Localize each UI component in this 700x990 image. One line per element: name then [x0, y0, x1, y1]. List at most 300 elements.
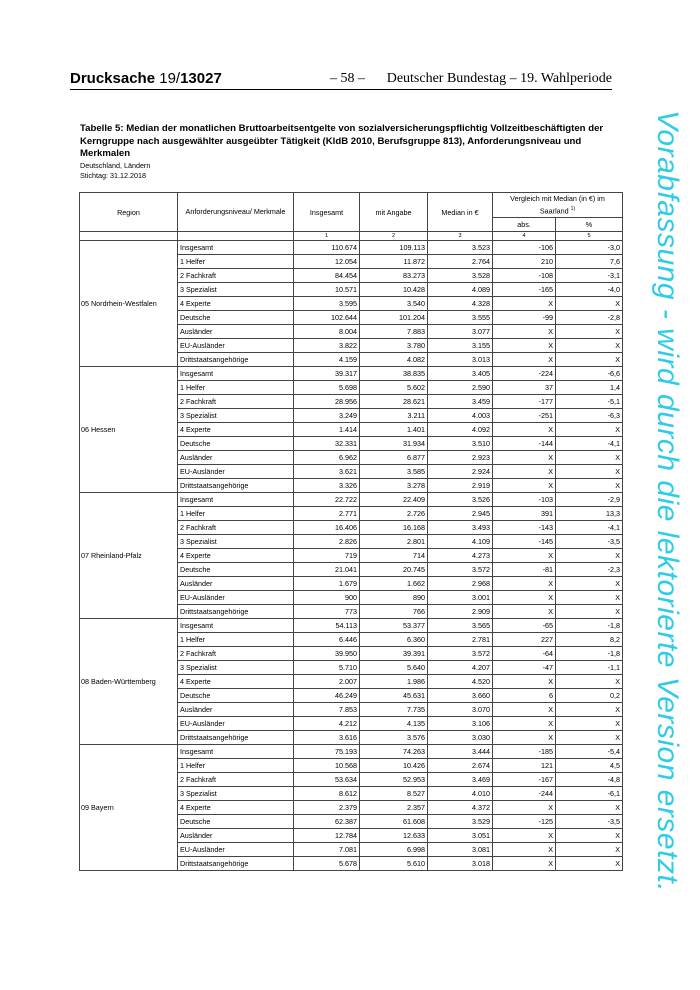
value-cell: -3,5 — [556, 815, 623, 829]
table-row — [80, 241, 623, 255]
value-cell: 6 — [493, 689, 556, 703]
value-cell: 2.826 — [294, 535, 360, 549]
value-cell: X — [556, 465, 623, 479]
category-label: 3 Spezialist — [178, 409, 294, 423]
category-label: 4 Experte — [178, 549, 294, 563]
value-cell: -3,0 — [556, 241, 623, 255]
category-label: 4 Experte — [178, 423, 294, 437]
value-cell: X — [556, 857, 623, 871]
value-cell: 102.644 — [294, 311, 360, 325]
value-cell: 0,2 — [556, 689, 623, 703]
category-label: 2 Fachkraft — [178, 395, 294, 409]
value-cell: X — [493, 353, 556, 367]
value-cell: 5.710 — [294, 661, 360, 675]
value-cell: 2.968 — [428, 577, 493, 591]
column-number: 3 — [428, 232, 493, 241]
category-label: Drittstaatsangehörige — [178, 857, 294, 871]
category-label: 3 Spezialist — [178, 283, 294, 297]
value-cell: 2.674 — [428, 759, 493, 773]
value-cell: 6.962 — [294, 451, 360, 465]
value-cell: 3.249 — [294, 409, 360, 423]
value-cell: 6.446 — [294, 633, 360, 647]
category-label: 1 Helfer — [178, 381, 294, 395]
value-cell: 3.459 — [428, 395, 493, 409]
value-cell: X — [556, 591, 623, 605]
value-cell: 6.360 — [360, 633, 428, 647]
value-cell: -1,1 — [556, 661, 623, 675]
value-cell: -2,9 — [556, 493, 623, 507]
value-cell: 46.249 — [294, 689, 360, 703]
value-cell: 8.612 — [294, 787, 360, 801]
value-cell: X — [493, 549, 556, 563]
value-cell: 7.853 — [294, 703, 360, 717]
drucksache-header — [70, 70, 222, 87]
value-cell: X — [556, 675, 623, 689]
value-cell: -5,1 — [556, 395, 623, 409]
value-cell: -251 — [493, 409, 556, 423]
value-cell: 3.051 — [428, 829, 493, 843]
value-cell: 890 — [360, 591, 428, 605]
subtitle-date: Stichtag: 31.12.2018 — [80, 171, 146, 180]
value-cell: -6,3 — [556, 409, 623, 423]
value-cell: X — [493, 843, 556, 857]
category-label: 2 Fachkraft — [178, 773, 294, 787]
category-label: Deutsche — [178, 437, 294, 451]
value-cell: 3.077 — [428, 325, 493, 339]
value-cell: 38.835 — [360, 367, 428, 381]
value-cell: 2.923 — [428, 451, 493, 465]
watermark-text: Vorabfassung - wird durch die lektorierte Version ersetzt. — [651, 110, 684, 893]
value-cell: X — [493, 801, 556, 815]
category-label: 2 Fachkraft — [178, 521, 294, 535]
value-cell: 3.555 — [428, 311, 493, 325]
value-cell: -144 — [493, 437, 556, 451]
colnum-empty — [178, 232, 294, 241]
value-cell: 4.109 — [428, 535, 493, 549]
value-cell: -145 — [493, 535, 556, 549]
value-cell: -108 — [493, 269, 556, 283]
category-label: Drittstaatsangehörige — [178, 353, 294, 367]
value-cell: 28.956 — [294, 395, 360, 409]
value-cell: X — [556, 829, 623, 843]
table-row — [80, 619, 623, 633]
value-cell: X — [556, 423, 623, 437]
header-abs: abs. — [493, 218, 556, 232]
value-cell: 900 — [294, 591, 360, 605]
value-cell: 210 — [493, 255, 556, 269]
region-name: 09 Bayern — [80, 745, 178, 871]
value-cell: -143 — [493, 521, 556, 535]
value-cell: 3.211 — [360, 409, 428, 423]
category-label: Deutsche — [178, 689, 294, 703]
value-cell: -3,1 — [556, 269, 623, 283]
value-cell: 3.155 — [428, 339, 493, 353]
value-cell: 3.469 — [428, 773, 493, 787]
category-label: Insgesamt — [178, 367, 294, 381]
category-label: Ausländer — [178, 703, 294, 717]
value-cell: 3.540 — [360, 297, 428, 311]
value-cell: 3.493 — [428, 521, 493, 535]
value-cell: 2.919 — [428, 479, 493, 493]
value-cell: 110.674 — [294, 241, 360, 255]
value-cell: X — [493, 857, 556, 871]
value-cell: X — [493, 577, 556, 591]
value-cell: 3.595 — [294, 297, 360, 311]
value-cell: 714 — [360, 549, 428, 563]
value-cell: 3.660 — [428, 689, 493, 703]
footnote-marker: 1) — [570, 205, 576, 212]
value-cell: 3.529 — [428, 815, 493, 829]
draft-watermark — [620, 110, 700, 893]
value-cell: 3.616 — [294, 731, 360, 745]
value-cell: 2.945 — [428, 507, 493, 521]
value-cell: -177 — [493, 395, 556, 409]
subtitle-scope: Deutschland, Ländern — [80, 161, 151, 170]
table-row — [80, 745, 623, 759]
value-cell: X — [493, 451, 556, 465]
value-cell: -1,8 — [556, 647, 623, 661]
value-cell: 2.781 — [428, 633, 493, 647]
category-label: EU-Ausländer — [178, 591, 294, 605]
value-cell: -4,1 — [556, 521, 623, 535]
value-cell: 3.326 — [294, 479, 360, 493]
category-label: Deutsche — [178, 563, 294, 577]
category-label: Insgesamt — [178, 619, 294, 633]
value-cell: 391 — [493, 507, 556, 521]
value-cell: 3.444 — [428, 745, 493, 759]
value-cell: X — [493, 423, 556, 437]
category-label: 3 Spezialist — [178, 535, 294, 549]
category-label: Insgesamt — [178, 241, 294, 255]
header-rule — [70, 89, 612, 90]
value-cell: 4.212 — [294, 717, 360, 731]
value-cell: 5.698 — [294, 381, 360, 395]
category-label: Ausländer — [178, 829, 294, 843]
header-region: Region — [80, 193, 178, 232]
category-label: Insgesamt — [178, 493, 294, 507]
column-number-row — [80, 232, 623, 241]
value-cell: 62.387 — [294, 815, 360, 829]
value-cell: X — [556, 605, 623, 619]
value-cell: 2.909 — [428, 605, 493, 619]
value-cell: -106 — [493, 241, 556, 255]
value-cell: 3.526 — [428, 493, 493, 507]
value-cell: X — [556, 703, 623, 717]
value-cell: 121 — [493, 759, 556, 773]
value-cell: 3.278 — [360, 479, 428, 493]
value-cell: 12.633 — [360, 829, 428, 843]
column-number: 2 — [360, 232, 428, 241]
value-cell: 109.113 — [360, 241, 428, 255]
region-name: 06 Hessen — [80, 367, 178, 493]
table-title: Tabelle 5: Median der monatlichen Bruttoarbeitsentgelte von sozialversicherungspflichtig Vollzeitbeschäftigten der Kerngruppe nach ausgewählter ausgeübter Tätigkeit (KldB 2010, Berufsgruppe 813), Anforderungsniveau und Merkmalen — [80, 123, 604, 159]
value-cell: 22.722 — [294, 493, 360, 507]
category-label: 1 Helfer — [178, 255, 294, 269]
value-cell: 6.998 — [360, 843, 428, 857]
category-label: 2 Fachkraft — [178, 647, 294, 661]
value-cell: 3.405 — [428, 367, 493, 381]
value-cell: 31.934 — [360, 437, 428, 451]
value-cell: 3.070 — [428, 703, 493, 717]
value-cell: 8.527 — [360, 787, 428, 801]
value-cell: 13,3 — [556, 507, 623, 521]
value-cell: X — [556, 843, 623, 857]
value-cell: -103 — [493, 493, 556, 507]
value-cell: 5.640 — [360, 661, 428, 675]
value-cell: 773 — [294, 605, 360, 619]
value-cell: 3.081 — [428, 843, 493, 857]
value-cell: 3.030 — [428, 731, 493, 745]
category-label: Drittstaatsangehörige — [178, 731, 294, 745]
table-body — [80, 241, 623, 871]
region-name: 08 Baden-Württemberg — [80, 619, 178, 745]
value-cell: 21.041 — [294, 563, 360, 577]
category-label: Deutsche — [178, 311, 294, 325]
value-cell: 4.082 — [360, 353, 428, 367]
value-cell: 3.572 — [428, 647, 493, 661]
category-label: Insgesamt — [178, 745, 294, 759]
category-label: Drittstaatsangehörige — [178, 605, 294, 619]
value-cell: 2.764 — [428, 255, 493, 269]
value-cell: X — [493, 297, 556, 311]
value-cell: X — [493, 675, 556, 689]
value-cell: -99 — [493, 311, 556, 325]
header-vergleich-text: Vergleich mit Median (in €) im Saarland — [510, 193, 605, 216]
value-cell: -4,1 — [556, 437, 623, 451]
value-cell: X — [556, 325, 623, 339]
value-cell: -167 — [493, 773, 556, 787]
value-cell: X — [556, 339, 623, 353]
data-table — [79, 192, 623, 871]
category-label: 1 Helfer — [178, 633, 294, 647]
column-number: 1 — [294, 232, 360, 241]
value-cell: 1.679 — [294, 577, 360, 591]
value-cell: X — [556, 479, 623, 493]
value-cell: 22.409 — [360, 493, 428, 507]
value-cell: 11.872 — [360, 255, 428, 269]
value-cell: 39.391 — [360, 647, 428, 661]
value-cell: 39.317 — [294, 367, 360, 381]
table-row — [80, 367, 623, 381]
column-number: 4 — [493, 232, 556, 241]
value-cell: -1,8 — [556, 619, 623, 633]
value-cell: 5.602 — [360, 381, 428, 395]
value-cell: X — [556, 731, 623, 745]
value-cell: 52.953 — [360, 773, 428, 787]
value-cell: 766 — [360, 605, 428, 619]
value-cell: 4.328 — [428, 297, 493, 311]
value-cell: X — [556, 801, 623, 815]
value-cell: 28.621 — [360, 395, 428, 409]
value-cell: 4.520 — [428, 675, 493, 689]
value-cell: -6,1 — [556, 787, 623, 801]
value-cell: -244 — [493, 787, 556, 801]
value-cell: 8.004 — [294, 325, 360, 339]
page-number: – 58 – — [330, 71, 365, 86]
value-cell: 20.745 — [360, 563, 428, 577]
value-cell: X — [493, 591, 556, 605]
value-cell: 101.204 — [360, 311, 428, 325]
value-cell: -47 — [493, 661, 556, 675]
value-cell: 3.013 — [428, 353, 493, 367]
value-cell: 4,5 — [556, 759, 623, 773]
value-cell: 3.528 — [428, 269, 493, 283]
value-cell: X — [493, 339, 556, 353]
value-cell: -4,0 — [556, 283, 623, 297]
category-label: 4 Experte — [178, 675, 294, 689]
value-cell: -2,8 — [556, 311, 623, 325]
column-number: 5 — [556, 232, 623, 241]
value-cell: 7.883 — [360, 325, 428, 339]
value-cell: 84.454 — [294, 269, 360, 283]
category-label: Ausländer — [178, 577, 294, 591]
value-cell: 2.007 — [294, 675, 360, 689]
value-cell: 3.510 — [428, 437, 493, 451]
value-cell: 37 — [493, 381, 556, 395]
value-cell: 7,6 — [556, 255, 623, 269]
value-cell: 1.401 — [360, 423, 428, 437]
value-cell: 3.001 — [428, 591, 493, 605]
value-cell: 3.572 — [428, 563, 493, 577]
category-label: 1 Helfer — [178, 759, 294, 773]
drucksache-label: Drucksache — [70, 70, 156, 87]
value-cell: -185 — [493, 745, 556, 759]
value-cell: 12.784 — [294, 829, 360, 843]
value-cell: 4.089 — [428, 283, 493, 297]
value-cell: -81 — [493, 563, 556, 577]
header-anforderung: Anforderungsniveau/ Merkmale — [178, 193, 294, 232]
category-label: 3 Spezialist — [178, 787, 294, 801]
value-cell: X — [556, 717, 623, 731]
category-label: 1 Helfer — [178, 507, 294, 521]
value-cell: 4.159 — [294, 353, 360, 367]
value-cell: 227 — [493, 633, 556, 647]
value-cell: 3.018 — [428, 857, 493, 871]
value-cell: 4.003 — [428, 409, 493, 423]
value-cell: X — [493, 479, 556, 493]
value-cell: 83.273 — [360, 269, 428, 283]
value-cell: X — [493, 731, 556, 745]
region-name: 07 Rheinland-Pfalz — [80, 493, 178, 619]
value-cell: 16.406 — [294, 521, 360, 535]
category-label: 4 Experte — [178, 801, 294, 815]
value-cell: -5,4 — [556, 745, 623, 759]
value-cell: 1,4 — [556, 381, 623, 395]
value-cell: -6,6 — [556, 367, 623, 381]
value-cell: 12.054 — [294, 255, 360, 269]
category-label: EU-Ausländer — [178, 717, 294, 731]
value-cell: X — [556, 353, 623, 367]
category-label: 4 Experte — [178, 297, 294, 311]
header-vergleich — [493, 193, 623, 218]
value-cell: 5.610 — [360, 857, 428, 871]
value-cell: 74.263 — [360, 745, 428, 759]
value-cell: -224 — [493, 367, 556, 381]
value-cell: 2.379 — [294, 801, 360, 815]
value-cell: 10.571 — [294, 283, 360, 297]
header-pct: % — [556, 218, 623, 232]
value-cell: 4.010 — [428, 787, 493, 801]
value-cell: 5.678 — [294, 857, 360, 871]
category-label: EU-Ausländer — [178, 465, 294, 479]
category-label: EU-Ausländer — [178, 843, 294, 857]
value-cell: 3.780 — [360, 339, 428, 353]
category-label: 3 Spezialist — [178, 661, 294, 675]
value-cell: 61.608 — [360, 815, 428, 829]
colnum-empty — [80, 232, 178, 241]
table-subtitle — [80, 161, 150, 181]
value-cell: X — [493, 829, 556, 843]
header-median: Median in € — [428, 193, 493, 232]
header-mit-angabe: mit Angabe — [360, 193, 428, 232]
value-cell: 3.822 — [294, 339, 360, 353]
category-label: Ausländer — [178, 451, 294, 465]
value-cell: X — [556, 451, 623, 465]
value-cell: -3,5 — [556, 535, 623, 549]
table-row — [80, 493, 623, 507]
value-cell: -165 — [493, 283, 556, 297]
value-cell: 10.568 — [294, 759, 360, 773]
value-cell: 6.877 — [360, 451, 428, 465]
value-cell: 3.106 — [428, 717, 493, 731]
value-cell: 45.631 — [360, 689, 428, 703]
value-cell: 10.428 — [360, 283, 428, 297]
value-cell: 4.092 — [428, 423, 493, 437]
value-cell: 2.801 — [360, 535, 428, 549]
value-cell: X — [493, 717, 556, 731]
value-cell: 53.377 — [360, 619, 428, 633]
value-cell: -2,3 — [556, 563, 623, 577]
value-cell: 16.168 — [360, 521, 428, 535]
value-cell: -65 — [493, 619, 556, 633]
value-cell: X — [493, 325, 556, 339]
value-cell: 1.414 — [294, 423, 360, 437]
value-cell: X — [556, 549, 623, 563]
value-cell: 719 — [294, 549, 360, 563]
value-cell: 4.135 — [360, 717, 428, 731]
header-bundestag: Deutscher Bundestag – 19. Wahlperiode — [386, 71, 612, 86]
value-cell: 10.426 — [360, 759, 428, 773]
value-cell: 7.081 — [294, 843, 360, 857]
value-cell: 32.331 — [294, 437, 360, 451]
value-cell: 1.986 — [360, 675, 428, 689]
value-cell: 39.950 — [294, 647, 360, 661]
category-label: Ausländer — [178, 325, 294, 339]
value-cell: 8,2 — [556, 633, 623, 647]
value-cell: 7.735 — [360, 703, 428, 717]
value-cell: X — [556, 577, 623, 591]
value-cell: X — [493, 465, 556, 479]
value-cell: 1.662 — [360, 577, 428, 591]
value-cell: -125 — [493, 815, 556, 829]
value-cell: 53.634 — [294, 773, 360, 787]
region-name: 05 Nordrhein-Westfalen — [80, 241, 178, 367]
value-cell: 2.357 — [360, 801, 428, 815]
value-cell: 4.207 — [428, 661, 493, 675]
category-label: Deutsche — [178, 815, 294, 829]
value-cell: -64 — [493, 647, 556, 661]
category-label: Drittstaatsangehörige — [178, 479, 294, 493]
category-label: EU-Ausländer — [178, 339, 294, 353]
value-cell: -4,8 — [556, 773, 623, 787]
value-cell: 4.372 — [428, 801, 493, 815]
value-cell: 3.585 — [360, 465, 428, 479]
value-cell: 2.726 — [360, 507, 428, 521]
value-cell: 54.113 — [294, 619, 360, 633]
header-insgesamt: Insgesamt — [294, 193, 360, 232]
drucksache-prefix: 19/ — [159, 70, 181, 87]
value-cell: 2.590 — [428, 381, 493, 395]
